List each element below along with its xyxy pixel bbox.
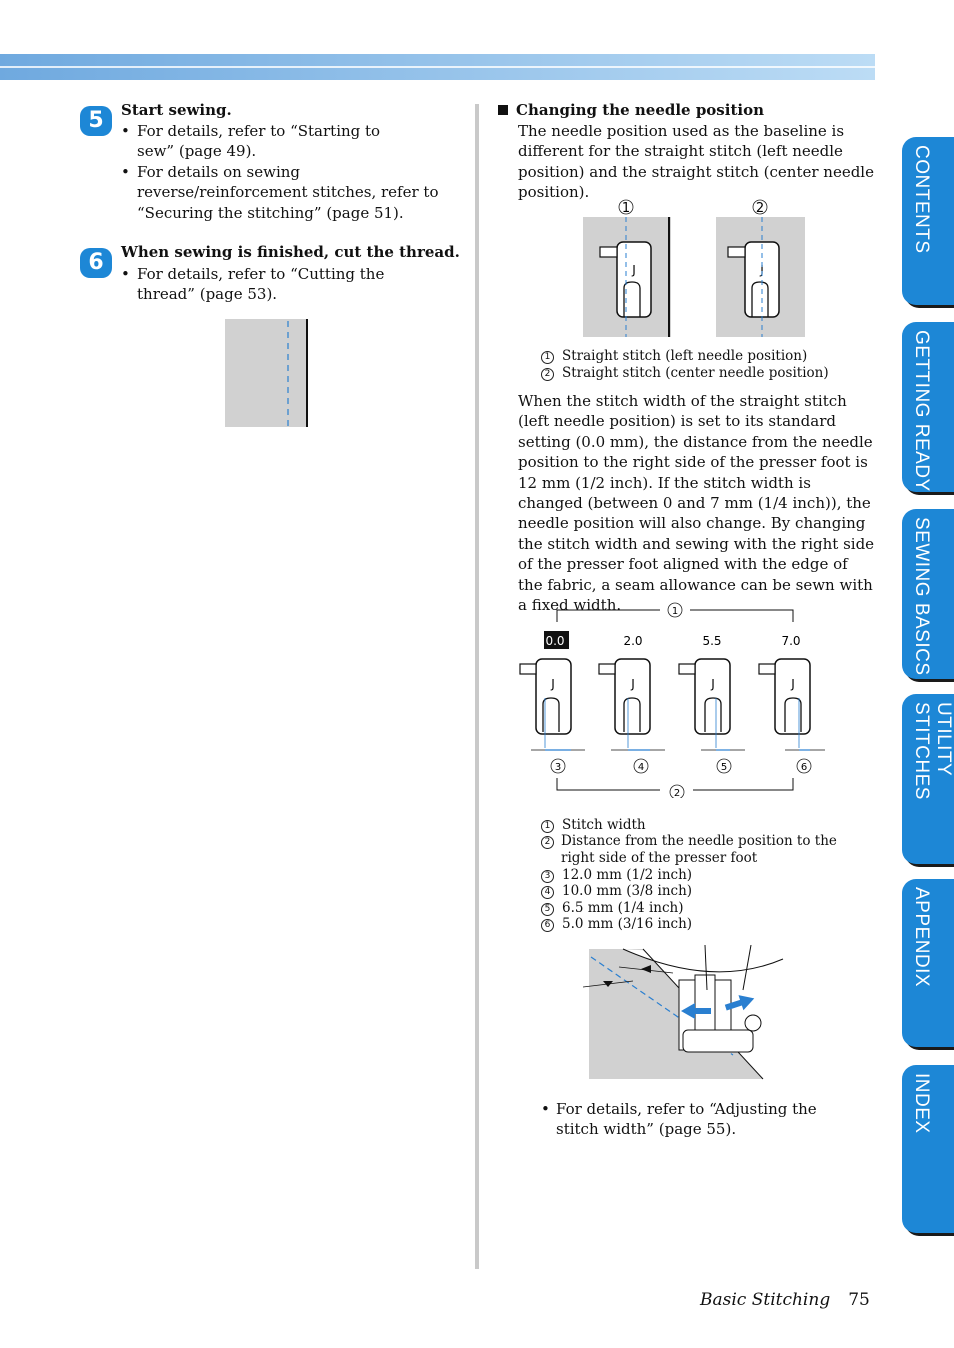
- fig2-caption-5: 5 6.5 mm (1/4 inch): [541, 900, 683, 917]
- header-band: [0, 54, 875, 80]
- fig2-callout-4: 4: [637, 762, 645, 773]
- tab-contents[interactable]: CONTENTS: [902, 137, 954, 305]
- foot-3: [759, 659, 825, 750]
- fig2-callout-3: 3: [554, 762, 562, 773]
- section-body: When the stitch width of the straight stitch (left needle position) is set to its standard setting (0.0 mm), the distance from the needle position to the right side of the presser foot is 12 mm (1/2 inch). If the stitch width is changed (between 0 and 7 mm (1/4 inch)), the needle position will also change. By changing the stitch width and sewing with the right side of the presser foot aligned with the edge of the fabric, a seam allowance can be sewn with a fixed width.: [518, 392, 875, 615]
- stitch-width-figure: [515, 598, 835, 798]
- step-5-bullet-2-text: For details on sewing reverse/reinforcement stitches, refer to “Securing the stitching” (page 51).: [137, 163, 439, 222]
- footer-section: Basic Stitching: [700, 1290, 831, 1310]
- section-heading: Changing the needle position: [498, 101, 764, 119]
- column-divider: [475, 104, 479, 1269]
- page-footer: [700, 1290, 870, 1310]
- width-label-1: 2.0: [623, 634, 643, 648]
- width-label-0: 0.0: [545, 634, 565, 648]
- section-intro: The needle position used as the baseline is different for the straight stitch (left needle position) and the straight stitch (center needle position).: [518, 122, 874, 202]
- page-number: 75: [848, 1290, 870, 1310]
- width-label-3: 7.0: [781, 634, 801, 648]
- fig1-foot-letter-1: J: [632, 263, 636, 277]
- final-bullet-text: For details, refer to “Adjusting the stitch width” (page 55).: [556, 1100, 817, 1139]
- fig2-caption-2: 2 Distance from the needle position to the right side of the presser foot: [541, 833, 861, 866]
- fig1-caption-2: 2 Straight stitch (center needle position): [541, 365, 829, 382]
- fabric-cut-illustration: [225, 319, 310, 427]
- final-bullet: •: [541, 1100, 550, 1118]
- tab-sewing-basics[interactable]: SEWING BASICS: [902, 509, 954, 679]
- fig2-callout-6: 6: [800, 762, 808, 773]
- fig2-foot-letter-1: J: [631, 677, 635, 691]
- width-label-2: 5.5: [702, 634, 722, 648]
- foot-1: [599, 659, 665, 750]
- step-5-badge: 5: [80, 106, 112, 136]
- fig1-callout-2: 2: [755, 201, 765, 216]
- center-needle-panel: [716, 200, 805, 337]
- fig1-callout-1: 1: [621, 201, 631, 216]
- fig2-callout-1: 1: [671, 606, 679, 617]
- needle-position-figure: [580, 196, 810, 341]
- fig1-foot-letter-2: J: [760, 263, 764, 277]
- tab-utility-stitches[interactable]: UTILITY STITCHES: [902, 694, 954, 864]
- fig2-caption-1: 1 Stitch width: [541, 817, 646, 834]
- fig2-callout-2: 2: [673, 788, 681, 798]
- step-5-title: Start sewing.: [121, 101, 232, 119]
- step-6-badge: 6: [80, 248, 112, 278]
- step-5-bullet-2: •: [121, 163, 130, 181]
- fig2-caption-6: 6 5.0 mm (3/16 inch): [541, 916, 692, 933]
- fig2-foot-letter-3: J: [791, 677, 795, 691]
- step-6-title: When sewing is finished, cut the thread.: [121, 243, 460, 261]
- foot-0: [520, 659, 585, 750]
- fig2-caption-4: 4 10.0 mm (3/8 inch): [541, 883, 692, 900]
- left-needle-panel: [583, 200, 671, 337]
- fig2-caption-3: 3 12.0 mm (1/2 inch): [541, 867, 692, 884]
- fig2-foot-letter-0: J: [551, 677, 555, 691]
- step-5-bullet-1: •: [121, 122, 130, 140]
- fig1-caption-1: 1 Straight stitch (left needle position): [541, 348, 807, 365]
- step-5-bullet-1-text: For details, refer to “Starting to sew” (page 49).: [137, 122, 381, 161]
- presser-foot-sewing-illustration: [583, 945, 793, 1080]
- tab-getting-ready[interactable]: GETTING READY: [902, 322, 954, 492]
- fig2-foot-letter-2: J: [711, 677, 715, 691]
- foot-2: [679, 659, 745, 750]
- step-6-bullet-1: •: [121, 265, 130, 283]
- tab-index[interactable]: INDEX: [902, 1065, 954, 1233]
- fig2-callout-5: 5: [720, 762, 728, 773]
- tab-appendix[interactable]: APPENDIX: [902, 879, 954, 1047]
- step-6-bullet-1-text: For details, refer to “Cutting the thread” (page 53).: [137, 265, 385, 304]
